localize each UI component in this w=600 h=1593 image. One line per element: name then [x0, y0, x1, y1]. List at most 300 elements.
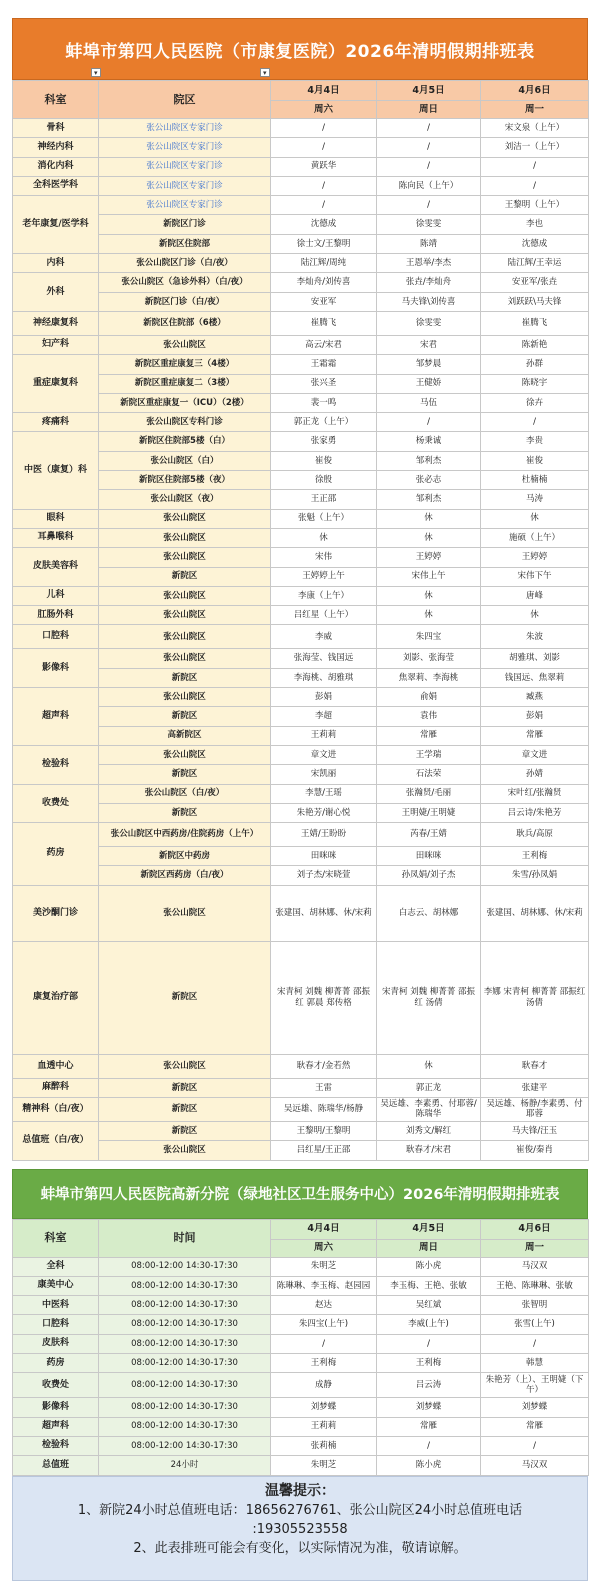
table-row: [13, 885, 589, 941]
staff-cell: 王健娇: [377, 374, 481, 393]
time-cell: 08:00-12:00 14:30-17:30: [99, 1334, 271, 1353]
staff-cell: 刘梦蝶: [377, 1398, 481, 1417]
dept-cell: 全科: [13, 1257, 99, 1276]
area-cell: 张公山院区: [99, 528, 271, 547]
table-row: [13, 625, 589, 649]
staff-cell: /: [377, 1334, 481, 1353]
weekday-header: 周日: [377, 101, 481, 119]
dept-cell: 检验科: [13, 745, 99, 784]
staff-cell: 崔腾飞: [271, 311, 377, 335]
staff-cell: 王学瑞: [377, 745, 481, 764]
staff-cell: 徐雯雯: [377, 215, 481, 234]
staff-cell: 赵达: [271, 1296, 377, 1315]
area-cell: 张公山院区: [99, 688, 271, 707]
staff-cell: 吕云诗/朱艳芳: [481, 803, 589, 822]
area-cell: 新院区门诊（白/夜）: [99, 292, 271, 311]
area-cell: 张公山院区: [99, 885, 271, 941]
staff-cell: 徐雯雯: [377, 311, 481, 335]
area-cell: 张公山院区: [99, 1054, 271, 1078]
staff-cell: 李慧/王瑶: [271, 784, 377, 803]
branch-schedule-table: [12, 1219, 589, 1476]
staff-cell: 臧燕: [481, 688, 589, 707]
staff-cell: /: [377, 413, 481, 432]
table-row: [13, 1296, 589, 1315]
staff-cell: /: [481, 1334, 589, 1353]
area-cell: 张公山院区专科门诊: [99, 413, 271, 432]
staff-cell: 王黎明（上午）: [481, 196, 589, 215]
staff-cell: 刘子杰/宋晓萱: [271, 866, 377, 885]
dept-cell: 疼痛科: [13, 413, 99, 432]
tips-title: 温馨提示：: [265, 1482, 335, 1499]
staff-cell: 袁伟: [377, 707, 481, 726]
staff-cell: 宋君: [377, 335, 481, 354]
table-row: [13, 668, 589, 687]
staff-cell: 成静: [271, 1373, 377, 1398]
staff-cell: 崔俊/秦肖: [481, 1141, 589, 1160]
staff-cell: 马汉双: [481, 1257, 589, 1276]
staff-cell: 唐峰: [481, 586, 589, 605]
date-header: 4月6日: [481, 81, 589, 101]
staff-cell: 张雪(上午): [481, 1315, 589, 1334]
branch-title: [12, 1169, 588, 1219]
area-cell: 张公山院区中西药房/住院药房（上午）: [99, 823, 271, 847]
table-row: [13, 784, 589, 803]
table-row: [13, 374, 589, 393]
dept-cell: 影像科: [13, 649, 99, 688]
main-title: [12, 18, 588, 80]
area-cell: 新院区住院部5楼（白）: [99, 432, 271, 451]
dept-cell: 口腔科: [13, 625, 99, 649]
staff-cell: /: [481, 1436, 589, 1455]
staff-cell: 白志云、胡林娜: [377, 885, 481, 941]
staff-cell: 马汉双: [481, 1456, 589, 1475]
staff-cell: 王利梅: [481, 847, 589, 866]
table-row: [13, 292, 589, 311]
dept-cell: 精神科（白/夜）: [13, 1097, 99, 1121]
time-cell: 08:00-12:00 14:30-17:30: [99, 1276, 271, 1295]
staff-cell: 休: [377, 1054, 481, 1078]
staff-cell: 李贵: [481, 432, 589, 451]
staff-cell: 常雁: [481, 726, 589, 745]
weekday-header: 周一: [481, 101, 589, 119]
dept-cell: 皮肤科: [13, 1334, 99, 1353]
table-row: [13, 866, 589, 885]
staff-cell: 王黎明/王黎明: [271, 1121, 377, 1140]
staff-cell: 宋伟上午: [377, 567, 481, 586]
staff-cell: 王艳、陈琳琳、张敏: [481, 1276, 589, 1295]
staff-cell: 常雁: [481, 1417, 589, 1436]
staff-cell: 陈向民（上午）: [377, 176, 481, 195]
staff-cell: /: [377, 119, 481, 138]
dept-cell: 康美中心: [13, 1276, 99, 1295]
area-column-header: 院区: [99, 81, 271, 119]
staff-cell: 陈小虎: [377, 1257, 481, 1276]
staff-cell: 黄跃华: [271, 157, 377, 176]
table-row: [13, 586, 589, 605]
staff-cell: 王霜霜: [271, 355, 377, 374]
staff-cell: 王莉莉: [271, 1417, 377, 1436]
area-cell: 张公山院区门诊（白/夜）: [99, 254, 271, 273]
area-cell: 张公山院区（白）: [99, 451, 271, 470]
dept-cell: 中医科: [13, 1296, 99, 1315]
table-row: [13, 1141, 589, 1160]
area-cell: 新院区: [99, 765, 271, 784]
staff-cell: 张建平: [481, 1078, 589, 1097]
staff-cell: 崔俊: [481, 451, 589, 470]
area-cell: 新院区西药房（白/夜）: [99, 866, 271, 885]
staff-cell: 常雁: [377, 1417, 481, 1436]
dept-cell: 美沙酮门诊: [13, 885, 99, 941]
staff-cell: 邹利杰: [377, 451, 481, 470]
area-cell: 新院区: [99, 1097, 271, 1121]
table-row: [13, 471, 589, 490]
table-row: [13, 765, 589, 784]
staff-cell: 张建国、胡林娜、休/宋莉: [481, 885, 589, 941]
staff-cell: 王明婕/王明婕: [377, 803, 481, 822]
table-row: [13, 726, 589, 745]
dept-cell: 内科: [13, 254, 99, 273]
area-cell: 新院区: [99, 941, 271, 1054]
tips-line-1: 1、新院24小时总值班电话：18656276761、张公山院区24小时总值班电话: [77, 1502, 523, 1518]
dept-cell: 超声科: [13, 1417, 99, 1436]
staff-cell: 张兴圣: [271, 374, 377, 393]
dept-cell: 药房: [13, 823, 99, 886]
area-cell: 新院区住院部（6楼）: [99, 311, 271, 335]
staff-cell: 刘梦蝶: [481, 1398, 589, 1417]
staff-cell: 陆江辉/周纯: [271, 254, 377, 273]
staff-cell: 王雷: [271, 1078, 377, 1097]
staff-cell: 钱国远、焦翠莉: [481, 668, 589, 687]
staff-cell: 休: [481, 606, 589, 625]
dept-cell: 眼科: [13, 509, 99, 528]
staff-cell: 李威(上午): [377, 1315, 481, 1334]
weekday-header: 周六: [271, 101, 377, 119]
table-row: [13, 119, 589, 138]
dept-cell: 中医（康复）科: [13, 432, 99, 509]
time-cell: 08:00-12:00 14:30-17:30: [99, 1257, 271, 1276]
staff-cell: 吕红星/王正邵: [271, 1141, 377, 1160]
weekday-header: 周日: [377, 1239, 481, 1257]
area-cell: 新院区: [99, 707, 271, 726]
area-cell: 高新院区: [99, 726, 271, 745]
area-cell: 新院区住院部5楼（夜）: [99, 471, 271, 490]
table-row: [13, 1078, 589, 1097]
staff-cell: 耿春才/宋君: [377, 1141, 481, 1160]
tips-line-3: 2、此表排班可能会有变化，以实际情况为准，敬请谅解。: [133, 1540, 467, 1556]
dept-cell: 神经康复科: [13, 311, 99, 335]
staff-cell: 彭娟: [271, 688, 377, 707]
area-cell: 张公山院区: [99, 548, 271, 567]
staff-cell: 休: [481, 509, 589, 528]
staff-cell: 耿兵/高原: [481, 823, 589, 847]
time-cell: 08:00-12:00 14:30-17:30: [99, 1373, 271, 1398]
table-row: [13, 567, 589, 586]
weekday-header: 周六: [271, 1239, 377, 1257]
staff-cell: 耿春才: [481, 1054, 589, 1078]
table-row: [13, 1436, 589, 1455]
staff-cell: 安亚军/张垚: [481, 273, 589, 292]
date-header: 4月5日: [377, 81, 481, 101]
table-row: [13, 451, 589, 470]
time-cell: 08:00-12:00 14:30-17:30: [99, 1417, 271, 1436]
area-cell: 张公山院区（急诊外科）（白/夜）: [99, 273, 271, 292]
staff-cell: 施硕（上午）: [481, 528, 589, 547]
area-cell: 新院区门诊: [99, 215, 271, 234]
staff-cell: /: [481, 176, 589, 195]
staff-cell: 张瀚贤/毛丽: [377, 784, 481, 803]
dept-column-header: 科室: [13, 81, 99, 119]
staff-cell: 田咪咪: [271, 847, 377, 866]
staff-cell: 耿春才/金若然: [271, 1054, 377, 1078]
dept-cell: 皮肤美容科: [13, 548, 99, 587]
area-cell[interactable]: 张公山院区专家门诊: [99, 157, 271, 176]
area-cell[interactable]: 张公山院区专家门诊: [99, 196, 271, 215]
staff-cell: 马伍: [377, 393, 481, 412]
table-row: [13, 1354, 589, 1373]
area-cell: 张公山院区（夜）: [99, 490, 271, 509]
table-row: [13, 490, 589, 509]
staff-cell: 陈靖: [377, 234, 481, 253]
staff-cell: 胡雅琪、刘影: [481, 649, 589, 668]
staff-cell: 朱明芝: [271, 1257, 377, 1276]
staff-cell: /: [271, 196, 377, 215]
table-row: [13, 847, 589, 866]
table-row: [13, 1315, 589, 1334]
table-row: [13, 254, 589, 273]
staff-cell: 沈德成: [271, 215, 377, 234]
staff-cell: 李超: [271, 707, 377, 726]
header-row: [13, 1219, 589, 1239]
dept-cell: 收费处: [13, 1373, 99, 1398]
table-row: [13, 823, 589, 847]
area-cell: 新院区: [99, 1121, 271, 1140]
table-row: [13, 688, 589, 707]
dept-cell: 麻醉科: [13, 1078, 99, 1097]
staff-cell: 刘跃跃\马夫锋: [481, 292, 589, 311]
table-row: [13, 941, 589, 1054]
table-row: [13, 1276, 589, 1295]
staff-cell: 刘洁一（上午）: [481, 138, 589, 157]
staff-cell: 张智明: [481, 1296, 589, 1315]
staff-cell: 李也: [481, 215, 589, 234]
time-column-header: 时间: [99, 1219, 271, 1257]
area-cell: 张公山院区: [99, 606, 271, 625]
staff-cell: 马涛: [481, 490, 589, 509]
area-cell[interactable]: 张公山院区专家门诊: [99, 119, 271, 138]
staff-cell: 宋伟: [271, 548, 377, 567]
staff-cell: 李灿舟/刘传喜: [271, 273, 377, 292]
staff-cell: 王莉莉: [271, 726, 377, 745]
time-cell: 08:00-12:00 14:30-17:30: [99, 1296, 271, 1315]
date-header: 4月6日: [481, 1219, 589, 1239]
table-row: [13, 528, 589, 547]
area-cell: 新院区重症康复一（ICU）（2楼）: [99, 393, 271, 412]
staff-cell: /: [377, 138, 481, 157]
staff-cell: 朱艳芳/谢心悦: [271, 803, 377, 822]
staff-cell: /: [377, 157, 481, 176]
staff-cell: 安亚军: [271, 292, 377, 311]
table-row: [13, 393, 589, 412]
staff-cell: 李玉梅、王艳、张敏: [377, 1276, 481, 1295]
time-cell: 08:00-12:00 14:30-17:30: [99, 1398, 271, 1417]
staff-cell: 张垚/李灿舟: [377, 273, 481, 292]
table-row: [13, 355, 589, 374]
staff-cell: 陈晓宇: [481, 374, 589, 393]
table-row: [13, 1054, 589, 1078]
staff-cell: 王正邵: [271, 490, 377, 509]
staff-cell: 吴远雄、杨静/李素勇、付耶蓉: [481, 1097, 589, 1121]
table-row: [13, 745, 589, 764]
staff-cell: 张魁（上午）: [271, 509, 377, 528]
staff-cell: 田咪咪: [377, 847, 481, 866]
dept-cell: 外科: [13, 273, 99, 312]
table-row: [13, 234, 589, 253]
staff-cell: 王婷婷: [377, 548, 481, 567]
staff-cell: 朱四宝: [377, 625, 481, 649]
dept-cell: 检验科: [13, 1436, 99, 1455]
dept-cell: 超声科: [13, 688, 99, 746]
table-row: [13, 803, 589, 822]
staff-cell: 王婧/王盼盼: [271, 823, 377, 847]
staff-cell: 李海桃、胡雅琪: [271, 668, 377, 687]
staff-cell: 宋叶红/张瀚贤: [481, 784, 589, 803]
staff-cell: 石法荣: [377, 765, 481, 784]
staff-cell: 王利梅: [377, 1354, 481, 1373]
dept-cell: 神经内科: [13, 138, 99, 157]
staff-cell: /: [271, 119, 377, 138]
table-row: [13, 157, 589, 176]
staff-cell: 孙群: [481, 355, 589, 374]
staff-cell: 张建国、胡林娜、休/宋莉: [271, 885, 377, 941]
staff-cell: 李娜 宋青柯 柳菁菁 邵振红 汤倩: [481, 941, 589, 1054]
time-cell: 24小时: [99, 1456, 271, 1475]
table-row: [13, 215, 589, 234]
staff-cell: 王婷婷: [481, 548, 589, 567]
staff-cell: 常雁: [377, 726, 481, 745]
staff-cell: 张莉楠: [271, 1436, 377, 1455]
table-row: [13, 273, 589, 292]
staff-cell: 吴红斌: [377, 1296, 481, 1315]
table-row: [13, 1121, 589, 1140]
dept-cell: 影像科: [13, 1398, 99, 1417]
area-cell[interactable]: 张公山院区专家门诊: [99, 138, 271, 157]
dept-cell: 总值班: [13, 1456, 99, 1475]
table-row: [13, 1334, 589, 1353]
main-schedule-table: [12, 80, 589, 1161]
area-cell: 张公山院区: [99, 625, 271, 649]
dept-cell: 全科医学科: [13, 176, 99, 195]
staff-cell: 张必志: [377, 471, 481, 490]
staff-cell: 芮春/王婧: [377, 823, 481, 847]
staff-cell: 朱明芝: [271, 1456, 377, 1475]
dept-cell: 康复治疗部: [13, 941, 99, 1054]
area-cell: 新院区: [99, 668, 271, 687]
staff-cell: 王利梅: [271, 1354, 377, 1373]
staff-cell: 休: [377, 509, 481, 528]
branch-title-text: 蚌埠市第四人民医院高新分院（绿地社区卫生服务中心）2026年清明假期排班表: [40, 1187, 560, 1204]
staff-cell: 休: [377, 528, 481, 547]
dept-cell: 血透中心: [13, 1054, 99, 1078]
area-cell: 张公山院区: [99, 509, 271, 528]
table-row: [13, 509, 589, 528]
staff-cell: 沈德成: [481, 234, 589, 253]
dept-cell: 老年康复/医学科: [13, 196, 99, 254]
staff-cell: /: [271, 176, 377, 195]
staff-cell: 杜楠楠: [481, 471, 589, 490]
staff-cell: 吴远雄、李素勇、付耶蓉/陈瑞华: [377, 1097, 481, 1121]
dept-cell: 耳鼻喉科: [13, 528, 99, 547]
header-row: [13, 81, 589, 101]
staff-cell: 朱雪/孙凤娟: [481, 866, 589, 885]
table-row: [13, 176, 589, 195]
table-row: [13, 548, 589, 567]
staff-cell: 邹利杰: [377, 490, 481, 509]
staff-cell: 宋青柯 刘魏 柳菁菁 邵振红 汤倩: [377, 941, 481, 1054]
staff-cell: 孙婧: [481, 765, 589, 784]
table-row: [13, 1373, 589, 1398]
staff-cell: /: [377, 196, 481, 215]
staff-cell: 郭正龙（上午）: [271, 413, 377, 432]
staff-cell: 吴远雄、陈瑞华/杨静: [271, 1097, 377, 1121]
staff-cell: 徐卉: [481, 393, 589, 412]
staff-cell: 吕红星（上午）: [271, 606, 377, 625]
time-cell: 08:00-12:00 14:30-17:30: [99, 1315, 271, 1334]
area-filter-dropdown-icon[interactable]: ▾: [260, 68, 270, 77]
time-cell: 08:00-12:00 14:30-17:30: [99, 1436, 271, 1455]
staff-cell: 焦翠莉、李海桃: [377, 668, 481, 687]
staff-cell: /: [271, 138, 377, 157]
table-row: [13, 606, 589, 625]
table-row: [13, 1456, 589, 1475]
area-cell[interactable]: 张公山院区专家门诊: [99, 176, 271, 195]
table-row: [13, 1417, 589, 1436]
dept-column-header: 科室: [13, 1219, 99, 1257]
date-header: 4月4日: [271, 81, 377, 101]
dept-cell: 口腔科: [13, 1315, 99, 1334]
area-cell: 张公山院区: [99, 745, 271, 764]
staff-cell: 朱波: [481, 625, 589, 649]
schedule-page: [12, 18, 588, 1581]
table-row: [13, 432, 589, 451]
table-row: [13, 1097, 589, 1121]
staff-cell: 宋伟下午: [481, 567, 589, 586]
area-cell: 新院区重症康复二（3楼）: [99, 374, 271, 393]
staff-cell: 邹梦晨: [377, 355, 481, 374]
staff-cell: 俞娟: [377, 688, 481, 707]
staff-cell: 宋文泉（上午）: [481, 119, 589, 138]
staff-cell: /: [481, 157, 589, 176]
staff-cell: 陆江辉/王幸运: [481, 254, 589, 273]
table-row: [13, 138, 589, 157]
staff-cell: 张家勇: [271, 432, 377, 451]
staff-cell: 刘影、张海莹: [377, 649, 481, 668]
area-cell: 新院区: [99, 803, 271, 822]
area-cell: 新院区: [99, 567, 271, 586]
staff-cell: 徐士文/王黎明: [271, 234, 377, 253]
area-cell: 新院区住院部: [99, 234, 271, 253]
table-row: [13, 649, 589, 668]
staff-cell: 陈小虎: [377, 1456, 481, 1475]
staff-cell: 崔俊: [271, 451, 377, 470]
staff-cell: 韩慧: [481, 1354, 589, 1373]
dept-filter-dropdown-icon[interactable]: ▾: [91, 68, 101, 77]
dept-cell: 骨科: [13, 119, 99, 138]
table-row: [13, 311, 589, 335]
staff-cell: 李威: [271, 625, 377, 649]
staff-cell: 马夫锋\刘传喜: [377, 292, 481, 311]
area-cell: 张公山院区: [99, 335, 271, 354]
staff-cell: 裴一鸣: [271, 393, 377, 412]
